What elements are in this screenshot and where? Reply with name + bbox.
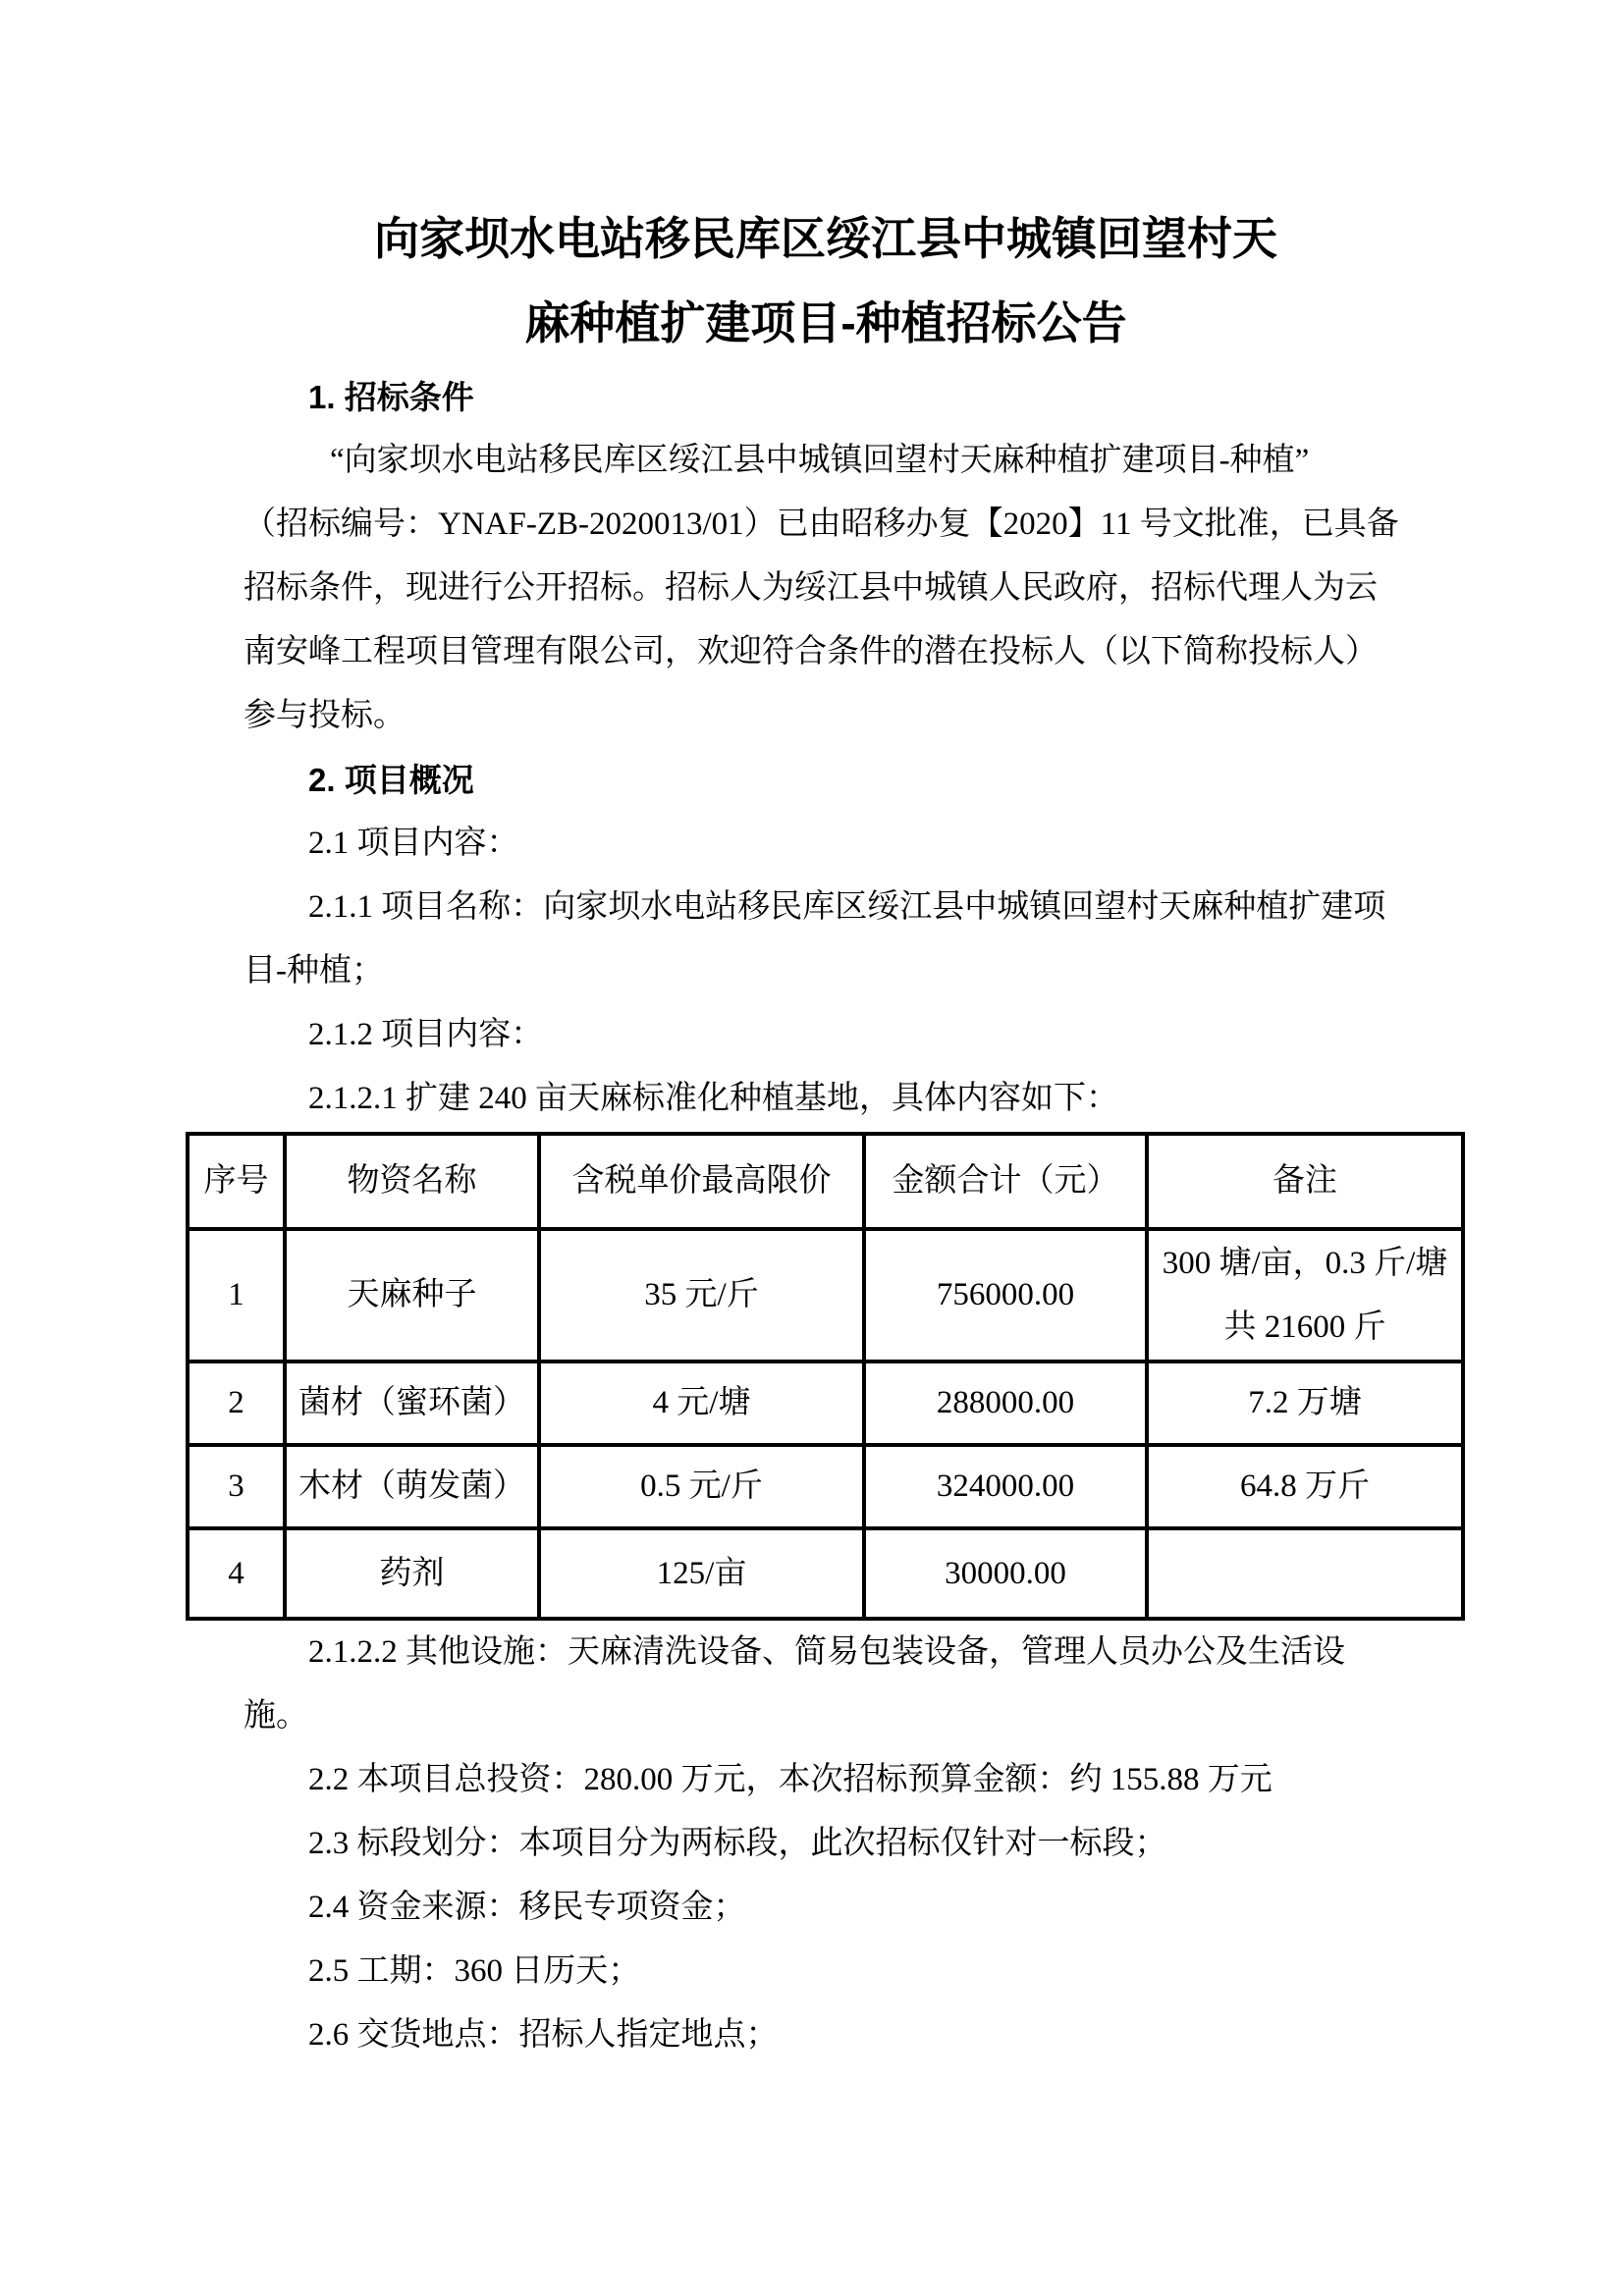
body-line: 2.6 交货地点：招标人指定地点； (308, 2017, 779, 2053)
section1-heading: 1. 招标条件 (308, 379, 474, 415)
body-line: 2.3 标段划分：本项目分为两标段，此次招标仅针对一标段； (308, 1826, 1167, 1861)
body-line: 2.5 工期：360 日历天； (308, 1953, 641, 1989)
body-line: 招标条件，现进行公开招标。招标人为绥江县中城镇人民政府，招标代理人为云 (244, 570, 1378, 606)
cell-amount: 30000.00 (864, 1528, 1147, 1619)
body-line: 南安峰工程项目管理有限公司，欢迎符合条件的潜在投标人（以下简称投标人） (244, 634, 1378, 669)
cell-note: 64.8 万斤 (1147, 1445, 1463, 1528)
cell-unit-price: 4 元/塘 (539, 1362, 864, 1445)
body-line: “向家坝水电站移民库区绥江县中城镇回望村天麻种植扩建项目-种植” (330, 443, 1310, 478)
body-line: 2.1.2 项目内容： (308, 1017, 544, 1052)
cell-amount: 756000.00 (864, 1229, 1147, 1362)
cell-index: 3 (188, 1445, 285, 1528)
table-row (188, 1362, 1463, 1445)
header-cell-material: 物资名称 (285, 1134, 539, 1229)
header-cell-unit-price: 含税单价最高限价 (539, 1134, 864, 1229)
cell-note (1147, 1528, 1463, 1619)
page-title-line-1: 向家坝水电站移民库区绥江县中城镇回望村天 (374, 213, 1277, 264)
body-line: 2.1.2.2 其他设施：天麻清洗设备、简易包装设备，管理人员办公及生活设 (308, 1634, 1345, 1670)
cell-index: 2 (188, 1362, 285, 1445)
body-line: 目-种植； (244, 953, 384, 988)
cell-amount: 288000.00 (864, 1362, 1147, 1445)
table-header-row (188, 1134, 1463, 1229)
cell-material: 菌材（蜜环菌） (285, 1362, 539, 1445)
cell-unit-price: 35 元/斤 (539, 1229, 864, 1362)
body-line: 施。 (244, 1698, 308, 1734)
materials-table (186, 1132, 1465, 1621)
body-line: 参与投标。 (244, 698, 406, 733)
table-row (188, 1445, 1463, 1528)
body-line: 2.1.2.1 扩建 240 亩天麻标准化种植基地，具体内容如下： (308, 1081, 1118, 1116)
document-content (203, 0, 1448, 2067)
table-row (188, 1528, 1463, 1619)
body-line: 2.1 项目内容： (308, 826, 519, 861)
cell-material: 药剂 (285, 1528, 539, 1619)
page-title (244, 196, 1408, 365)
cell-unit-price: 0.5 元/斤 (539, 1445, 864, 1528)
header-cell-amount: 金额合计（元） (864, 1134, 1147, 1229)
cell-index: 4 (188, 1528, 285, 1619)
cell-index: 1 (188, 1229, 285, 1362)
cell-amount: 324000.00 (864, 1445, 1147, 1528)
cell-unit-price: 125/亩 (539, 1528, 864, 1619)
note-line: 共 21600 斤 (1223, 1308, 1386, 1345)
header-cell-note: 备注 (1147, 1134, 1463, 1229)
body-line: 2.2 本项目总投资：280.00 万元，本次招标预算金额：约 155.88 万元 (308, 1762, 1272, 1797)
header-cell-index: 序号 (188, 1134, 285, 1229)
section2-heading: 2. 项目概况 (308, 762, 474, 798)
body-line: 2.4 资金来源：移民专项资金； (308, 1890, 746, 1925)
cell-note (1147, 1229, 1463, 1362)
note-line: 300 塘/亩，0.3 斤/塘 (1162, 1245, 1448, 1281)
page-title-line-2: 麻种植扩建项目-种植招标公告 (524, 297, 1127, 348)
cell-material: 天麻种子 (285, 1229, 539, 1362)
body-line: 2.1.1 项目名称：向家坝水电站移民库区绥江县中城镇回望村天麻种植扩建项 (308, 889, 1386, 925)
table-row (188, 1229, 1463, 1362)
cell-note: 7.2 万塘 (1147, 1362, 1463, 1445)
cell-material: 木材（萌发菌） (285, 1445, 539, 1528)
body-line: （招标编号：YNAF-ZB-2020013/01）已由昭移办复【2020】11 号文批准，已具备 (244, 507, 1399, 542)
